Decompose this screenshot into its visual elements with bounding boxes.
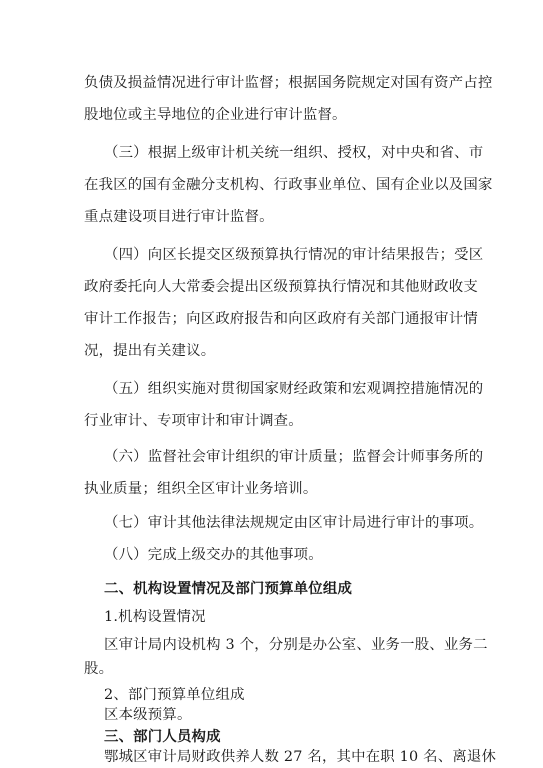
- paragraph-item-7: （七）审计其他法律法规规定由区审计局进行审计的事项。: [104, 515, 484, 531]
- text-line: 行业审计、专项审计和审计调查。: [84, 413, 303, 429]
- text-line: 负债及损益情况进行审计监督；根据国务院规定对国有资产占控: [84, 75, 493, 91]
- text-line: 执业质量；组织全区审计业务培训。: [84, 481, 318, 497]
- section-heading-3: 三、部门人员构成: [104, 729, 221, 745]
- text-line: 股。: [84, 661, 114, 677]
- section-heading-2: 二、机构设置情况及部门预算单位组成: [104, 581, 353, 597]
- text-line: 区审计局内设机构 3 个，分别是办公室、业务一股、业务二: [104, 637, 488, 653]
- subsection-heading-2: 2、部门预算单位组成: [104, 687, 245, 703]
- paragraph-item-3: （三）根据上级审计机关统一组织、授权，对中央和省、市: [104, 145, 484, 161]
- text-line: 政府委托向人大常委会提出区级预算执行情况和其他财政收支: [84, 279, 478, 295]
- text-line: 审计工作报告；向区政府报告和向区政府有关部门通报审计情: [84, 311, 478, 327]
- text-line: 鄂城区审计局财政供养人数 27 名，其中在职 10 名、离退休: [104, 749, 497, 765]
- subsection-heading-1: 1.机构设置情况: [104, 609, 206, 625]
- paragraph-item-8: （八）完成上级交办的其他事项。: [104, 547, 323, 563]
- paragraph-item-5: （五）组织实施对贯彻国家财经政策和宏观调控措施情况的: [104, 381, 484, 397]
- paragraph-item-6: （六）监督社会审计组织的审计质量；监督会计师事务所的: [104, 449, 484, 465]
- text-line: 股地位或主导地位的企业进行审计监督。: [84, 107, 347, 123]
- text-line: 在我区的国有金融分支机构、行政事业单位、国有企业以及国家: [84, 177, 493, 193]
- paragraph-item-4: （四）向区长提交区级预算执行情况的审计结果报告；受区: [104, 247, 484, 263]
- text-line: 重点建设项目进行审计监督。: [84, 209, 274, 225]
- text-line: 况，提出有关建议。: [84, 343, 216, 359]
- text-line: 区本级预算。: [104, 707, 192, 723]
